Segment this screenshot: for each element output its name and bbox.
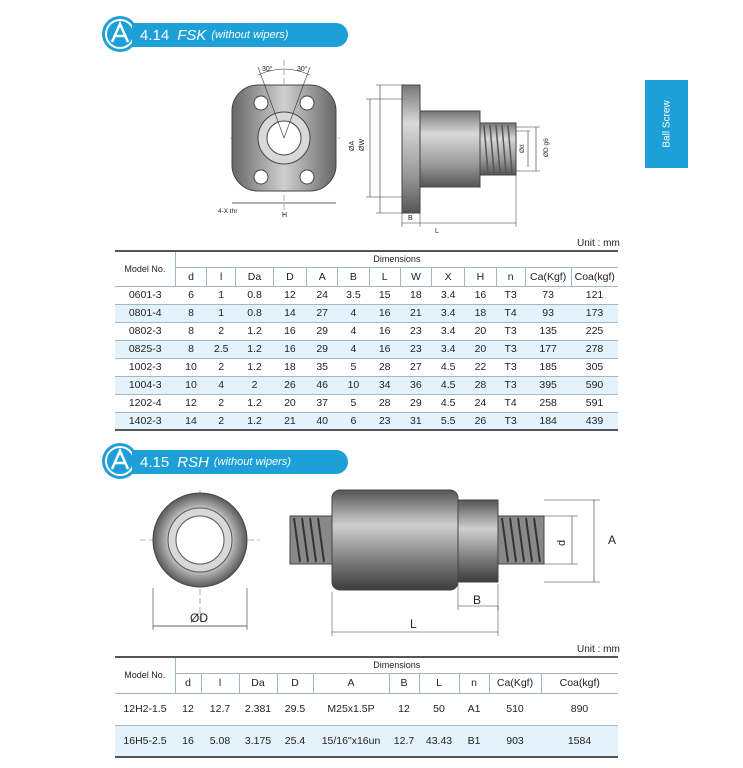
column-header: Coa(kgf) (571, 267, 618, 286)
table-cell: 305 (571, 358, 618, 376)
table-cell: 1.2 (236, 322, 273, 340)
table-cell: 1 (207, 304, 236, 322)
table-cell: 1.2 (236, 394, 273, 412)
table-cell: 29.5 (277, 693, 313, 725)
rsh-spec-table (115, 656, 618, 758)
fsk-dg6-label: ØD g6 (543, 138, 550, 157)
table-cell: 3.4 (432, 322, 465, 340)
table-cell: 21 (273, 412, 306, 430)
table-cell: 40 (307, 412, 338, 430)
table-cell: 12 (175, 394, 206, 412)
table-cell: 8 (175, 340, 206, 358)
table-cell: 12 (175, 693, 201, 725)
table-cell: 3.4 (432, 304, 465, 322)
table-cell: 890 (541, 693, 618, 725)
table-cell: M25x1.5P (313, 693, 389, 725)
section-number: 4.15 (140, 453, 170, 471)
table-cell: 8 (175, 304, 206, 322)
column-header: L (369, 267, 400, 286)
table-row (115, 358, 618, 376)
table-cell: 258 (525, 394, 571, 412)
column-header: A (307, 267, 338, 286)
table-cell: 6 (338, 412, 369, 430)
table-cell: 6 (175, 286, 206, 304)
table-cell: 2 (236, 376, 273, 394)
column-header: B (389, 673, 419, 693)
table-cell: 20 (273, 394, 306, 412)
section-name: RSH (177, 453, 209, 471)
table-cell: 4 (207, 376, 236, 394)
table-cell: 4 (338, 340, 369, 358)
model-cell: 0801-4 (115, 304, 175, 322)
column-header-row (115, 673, 618, 693)
table-row (115, 412, 618, 430)
table-cell: 4 (338, 304, 369, 322)
table-cell: 16 (465, 286, 496, 304)
table-cell: 43.43 (419, 725, 459, 757)
table-cell: 16 (175, 725, 201, 757)
rsh-b-label: B (473, 593, 482, 607)
table-cell: 177 (525, 340, 571, 358)
table-row (115, 322, 618, 340)
section-banner (132, 23, 348, 47)
table-cell: 14 (175, 412, 206, 430)
table-cell: 439 (571, 412, 618, 430)
table-cell: 5 (338, 394, 369, 412)
dimensions-header: Dimensions (175, 657, 618, 673)
table-cell: 34 (369, 376, 400, 394)
column-header: B (338, 267, 369, 286)
table-cell: 31 (400, 412, 431, 430)
table-cell: 20 (465, 322, 496, 340)
table-cell: 27 (400, 358, 431, 376)
table-cell: 2.381 (239, 693, 277, 725)
column-header: W (400, 267, 431, 286)
column-header: Da (236, 267, 273, 286)
table-cell: 2 (207, 358, 236, 376)
table-cell: 18 (465, 304, 496, 322)
model-cell: 1202-4 (115, 394, 175, 412)
table-cell: 26 (465, 412, 496, 430)
column-header: D (273, 267, 306, 286)
column-header: l (207, 267, 236, 286)
fsk-d-label: Ød (519, 144, 526, 153)
table-row (115, 340, 618, 358)
table-cell: 4.5 (432, 358, 465, 376)
table-cell: 135 (525, 322, 571, 340)
table-cell: 21 (400, 304, 431, 322)
table-cell: 903 (489, 725, 541, 757)
table-cell: T4 (496, 394, 525, 412)
rsh-d-label: d (556, 539, 568, 546)
column-header: n (496, 267, 525, 286)
table-cell: 28 (369, 358, 400, 376)
table-row (115, 693, 618, 725)
fsk-b-label: B (408, 215, 413, 222)
column-header: D (277, 673, 313, 693)
table-cell: 0.8 (236, 286, 273, 304)
table-cell: 37 (307, 394, 338, 412)
section-subtitle: (without wipers) (213, 456, 291, 468)
table-cell: T3 (496, 376, 525, 394)
column-header: X (432, 267, 465, 286)
table-cell: T3 (496, 358, 525, 376)
column-header: d (175, 267, 206, 286)
column-header: L (419, 673, 459, 693)
model-cell: 1402-3 (115, 412, 175, 430)
table-cell: 28 (369, 394, 400, 412)
table-cell: T4 (496, 304, 525, 322)
table-cell: 10 (175, 358, 206, 376)
table-cell: 2 (207, 322, 236, 340)
table-row (115, 286, 618, 304)
table-cell: 16 (273, 340, 306, 358)
column-header: Coa(kgf) (541, 673, 618, 693)
table-cell: 24 (307, 286, 338, 304)
column-header: H (465, 267, 496, 286)
table-cell: 27 (307, 304, 338, 322)
table-cell: 184 (525, 412, 571, 430)
table-cell: 590 (571, 376, 618, 394)
table-cell: 18 (273, 358, 306, 376)
model-header: Model No. (115, 657, 175, 693)
section-number: 4.14 (140, 26, 170, 44)
table-cell: 4 (338, 322, 369, 340)
table-cell: 10 (175, 376, 206, 394)
column-header: Ca(Kgf) (489, 673, 541, 693)
table-cell: 185 (525, 358, 571, 376)
section-name: FSK (177, 26, 207, 44)
fsk-a-label: ØA (349, 140, 356, 151)
table-cell: 15 (369, 286, 400, 304)
column-header-row (115, 267, 618, 286)
table-cell: 50 (419, 693, 459, 725)
table-cell: 278 (571, 340, 618, 358)
table-cell: 12 (389, 693, 419, 725)
model-cell: 1004-3 (115, 376, 175, 394)
fsk-w-label: ØW (359, 138, 366, 151)
table-cell: 29 (307, 322, 338, 340)
dimensions-header: Dimensions (175, 251, 618, 267)
table-cell: 3.5 (338, 286, 369, 304)
fsk-spec-table (115, 250, 618, 431)
table-cell: 2 (207, 394, 236, 412)
table-cell: 10 (338, 376, 369, 394)
rsh-a-label: A (608, 533, 617, 547)
table-cell: 510 (489, 693, 541, 725)
table-cell: 173 (571, 304, 618, 322)
table-cell: 36 (400, 376, 431, 394)
table-cell: 2.5 (207, 340, 236, 358)
table-cell: 12.7 (201, 693, 239, 725)
table-cell: 4.5 (432, 394, 465, 412)
model-cell: 0802-3 (115, 322, 175, 340)
column-header: n (459, 673, 489, 693)
side-tab-label: Ball Screw (661, 100, 672, 148)
fsk-unit: Unit : mm (577, 238, 620, 249)
table-cell: 5.08 (201, 725, 239, 757)
table-cell: 29 (400, 394, 431, 412)
table-cell: 73 (525, 286, 571, 304)
table-cell: 395 (525, 376, 571, 394)
table-row (115, 304, 618, 322)
section-banner (132, 450, 348, 474)
model-cell: 16H5-2.5 (115, 725, 175, 757)
rsh-side-view (290, 490, 600, 636)
table-cell: 12.7 (389, 725, 419, 757)
model-cell: 1002-3 (115, 358, 175, 376)
table-cell: T3 (496, 322, 525, 340)
column-header: d (175, 673, 201, 693)
table-cell: 225 (571, 322, 618, 340)
table-cell: 121 (571, 286, 618, 304)
fsk-h-label: H (282, 212, 288, 219)
fsk-drawing (0, 55, 743, 235)
table-cell: 3.4 (432, 340, 465, 358)
fsk-side-view (366, 85, 540, 227)
table-cell: 3.4 (432, 286, 465, 304)
column-header: Da (239, 673, 277, 693)
rsh-end-view (140, 490, 260, 630)
table-cell: 3.175 (239, 725, 277, 757)
fsk-front-view (230, 60, 340, 215)
table-cell: 8 (175, 322, 206, 340)
rsh-unit: Unit : mm (577, 644, 620, 655)
table-cell: T3 (496, 412, 525, 430)
rsh-l-label: L (410, 617, 417, 631)
table-cell: 16 (369, 304, 400, 322)
table-cell: 1.2 (236, 412, 273, 430)
column-header: Ca(Kgf) (525, 267, 571, 286)
table-cell: 93 (525, 304, 571, 322)
fsk-thread-label: 4-X thr (218, 208, 238, 215)
table-cell: 22 (465, 358, 496, 376)
table-row (115, 394, 618, 412)
model-cell: 0601-3 (115, 286, 175, 304)
rsh-drawing (0, 480, 743, 640)
table-cell: 24 (465, 394, 496, 412)
table-cell: 5 (338, 358, 369, 376)
table-cell: B1 (459, 725, 489, 757)
table-cell: 35 (307, 358, 338, 376)
model-header: Model No. (115, 251, 175, 286)
table-cell: 1.2 (236, 340, 273, 358)
column-header: l (201, 673, 239, 693)
table-cell: T3 (496, 340, 525, 358)
table-cell: 16 (369, 340, 400, 358)
model-cell: 0825-3 (115, 340, 175, 358)
table-row (115, 376, 618, 394)
table-cell: 4.5 (432, 376, 465, 394)
table-cell: 1.2 (236, 358, 273, 376)
table-cell: 12 (273, 286, 306, 304)
table-cell: 16 (273, 322, 306, 340)
section-subtitle: (without wipers) (211, 29, 289, 41)
fsk-angle-label-2: 30° (297, 66, 308, 73)
table-cell: 23 (400, 340, 431, 358)
table-cell: 15/16"x16un (313, 725, 389, 757)
table-cell: 29 (307, 340, 338, 358)
table-cell: 5.5 (432, 412, 465, 430)
table-cell: 2 (207, 412, 236, 430)
fsk-l-label: L (435, 228, 439, 235)
table-cell: 1 (207, 286, 236, 304)
table-cell: 26 (273, 376, 306, 394)
table-cell: 23 (369, 412, 400, 430)
table-cell: 16 (369, 322, 400, 340)
column-header: A (313, 673, 389, 693)
table-cell: A1 (459, 693, 489, 725)
table-cell: 0.8 (236, 304, 273, 322)
table-cell: 20 (465, 340, 496, 358)
fsk-angle-label-1: 30° (262, 66, 273, 73)
table-cell: 591 (571, 394, 618, 412)
table-cell: 14 (273, 304, 306, 322)
table-cell: 1584 (541, 725, 618, 757)
table-cell: 28 (465, 376, 496, 394)
table-cell: 18 (400, 286, 431, 304)
table-cell: 46 (307, 376, 338, 394)
table-cell: T3 (496, 286, 525, 304)
table-row (115, 725, 618, 757)
table-cell: 23 (400, 322, 431, 340)
table-cell: 25.4 (277, 725, 313, 757)
rsh-d-outer-label: ØD (190, 611, 208, 625)
model-cell: 12H2-1.5 (115, 693, 175, 725)
